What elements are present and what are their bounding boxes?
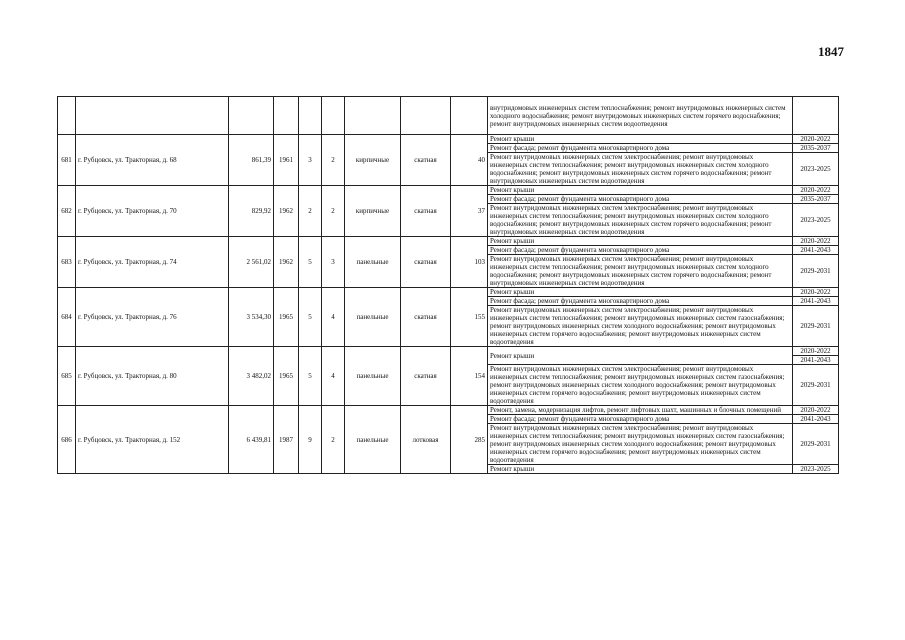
work-description: Ремонт внутридомовых инженерных систем электроснабжения; ремонт внутридомовых инженерных систем теплоснабжения; ремонт внутридомовых инженерных систем газоснабжения; ремонт внутридомовых инженерных систем холодного водоснабжения; ремонт внутридомовых инженерных систем горячего водоснабжения; ремонт внутридомовых инженерных систем водоотведения <box>488 306 793 347</box>
work-description: Ремонт крыши <box>488 347 793 365</box>
work-description: Ремонт фасада; ремонт фундамента многоквартирного дома <box>488 195 793 204</box>
total-area: 861,39 <box>229 135 274 186</box>
work-description: Ремонт, замена, модернизация лифтов, ремонт лифтовых шахт, машинных и блочных помещений <box>488 406 793 415</box>
work-description: Ремонт фасада; ремонт фундамента многоквартирного дома <box>488 246 793 255</box>
work-period: 2035-2037 <box>793 195 839 204</box>
house-address: г. Рубцовск, ул. Тракторная, д. 80 <box>76 347 229 406</box>
roof-type: скатная <box>401 347 451 406</box>
roof-type: скатная <box>401 237 451 288</box>
work-description: внутридомовых инженерных систем теплоснабжения; ремонт внутридомовых инженерных систем холодного водоснабжения; ремонт внутридомовых инженерных систем горячего водоснабжения; ремонт внутридомовых инженерных систем водоотведения <box>488 97 793 135</box>
page-number: 1847 <box>818 44 844 59</box>
repair-program-table <box>57 96 839 474</box>
floor-count: 9 <box>299 406 322 474</box>
resident-count: 40 <box>451 135 488 186</box>
table-row <box>58 135 839 144</box>
empty-cell <box>793 97 839 135</box>
table-row <box>58 288 839 297</box>
floor-count: 2 <box>299 186 322 237</box>
wall-material: кирпичные <box>345 135 401 186</box>
build-year: 1965 <box>274 347 299 406</box>
work-description: Ремонт внутридомовых инженерных систем электроснабжения; ремонт внутридомовых инженерных систем теплоснабжения; ремонт внутридомовых инженерных систем холодного водоснабжения; ремонт внутридомовых инженерных систем горячего водоснабжения; ремонт внутридомовых инженерных систем водоотведения <box>488 153 793 186</box>
work-period: 2029-2031 <box>793 306 839 347</box>
resident-count: 285 <box>451 406 488 474</box>
row-number: 682 <box>58 186 76 237</box>
row-number: 684 <box>58 288 76 347</box>
work-description: Ремонт крыши <box>488 288 793 297</box>
build-year: 1962 <box>274 186 299 237</box>
total-area: 6 439,81 <box>229 406 274 474</box>
empty-cell <box>345 97 401 135</box>
wall-material: панельные <box>345 347 401 406</box>
build-year: 1962 <box>274 237 299 288</box>
empty-cell <box>322 97 345 135</box>
work-period: 2020-2022 2041-2043 <box>793 347 839 365</box>
continuation-row <box>58 97 839 135</box>
row-number: 683 <box>58 237 76 288</box>
work-period: 2020-2022 <box>793 135 839 144</box>
empty-cell <box>229 97 274 135</box>
work-description: Ремонт фасада; ремонт фундамента многоквартирного дома <box>488 415 793 424</box>
house-address: г. Рубцовск, ул. Тракторная, д. 68 <box>76 135 229 186</box>
floor-count: 5 <box>299 347 322 406</box>
work-period: 2020-2022 <box>793 406 839 415</box>
house-address: г. Рубцовск, ул. Тракторная, д. 74 <box>76 237 229 288</box>
row-number: 681 <box>58 135 76 186</box>
empty-cell <box>299 97 322 135</box>
resident-count: 154 <box>451 347 488 406</box>
empty-cell <box>451 97 488 135</box>
work-period: 2023-2025 <box>793 153 839 186</box>
empty-cell <box>76 97 229 135</box>
house-address: г. Рубцовск, ул. Тракторная, д. 70 <box>76 186 229 237</box>
work-description: Ремонт внутридомовых инженерных систем электроснабжения; ремонт внутридомовых инженерных систем теплоснабжения; ремонт внутридомовых инженерных систем газоснабжения; ремонт внутридомовых инженерных систем холодного водоснабжения; ремонт внутридомовых инженерных систем горячего водоснабжения; ремонт внутридомовых инженерных систем водоотведения <box>488 424 793 465</box>
total-area: 3 534,30 <box>229 288 274 347</box>
build-year: 1965 <box>274 288 299 347</box>
build-year: 1961 <box>274 135 299 186</box>
work-period: 2029-2031 <box>793 424 839 465</box>
work-period: 2035-2037 <box>793 144 839 153</box>
entrance-count: 4 <box>322 347 345 406</box>
total-area: 3 482,02 <box>229 347 274 406</box>
table-row <box>58 347 839 365</box>
work-description: Ремонт внутридомовых инженерных систем электроснабжения; ремонт внутридомовых инженерных систем теплоснабжения; ремонт внутридомовых инженерных систем холодного водоснабжения; ремонт внутридомовых инженерных систем горячего водоснабжения; ремонт внутридомовых инженерных систем водоотведения <box>488 204 793 237</box>
work-description: Ремонт фасада; ремонт фундамента многоквартирного дома <box>488 144 793 153</box>
table-row <box>58 237 839 246</box>
work-period: 2041-2043 <box>793 297 839 306</box>
table-row <box>58 186 839 195</box>
wall-material: кирпичные <box>345 186 401 237</box>
table-row <box>58 406 839 415</box>
work-period: 2023-2025 <box>793 204 839 237</box>
work-description: Ремонт крыши <box>488 465 793 474</box>
entrance-count: 3 <box>322 237 345 288</box>
work-period: 2020-2022 <box>793 237 839 246</box>
work-period-extra: 2041-2043 <box>793 355 838 364</box>
work-description: Ремонт крыши <box>488 237 793 246</box>
work-period: 2023-2025 <box>793 465 839 474</box>
resident-count: 155 <box>451 288 488 347</box>
work-description: Ремонт крыши <box>488 186 793 195</box>
work-period: 2029-2031 <box>793 255 839 288</box>
total-area: 2 561,02 <box>229 237 274 288</box>
empty-cell <box>274 97 299 135</box>
row-number: 685 <box>58 347 76 406</box>
wall-material: панельные <box>345 237 401 288</box>
entrance-count: 2 <box>322 186 345 237</box>
work-description: Ремонт фасада; ремонт фундамента многоквартирного дома <box>488 297 793 306</box>
work-description: Ремонт внутридомовых инженерных систем электроснабжения; ремонт внутридомовых инженерных систем теплоснабжения; ремонт внутридомовых инженерных систем холодного водоснабжения; ремонт внутридомовых инженерных систем горячего водоснабжения; ремонт внутридомовых инженерных систем водоотведения <box>488 255 793 288</box>
house-address: г. Рубцовск, ул. Тракторная, д. 76 <box>76 288 229 347</box>
row-number: 686 <box>58 406 76 474</box>
roof-type: скатная <box>401 186 451 237</box>
house-address: г. Рубцовск, ул. Тракторная, д. 152 <box>76 406 229 474</box>
total-area: 829,92 <box>229 186 274 237</box>
entrance-count: 4 <box>322 288 345 347</box>
work-period: 2020-2022 <box>793 288 839 297</box>
work-description: Ремонт внутридомовых инженерных систем электроснабжения; ремонт внутридомовых инженерных систем теплоснабжения; ремонт внутридомовых инженерных систем газоснабжения; ремонт внутридомовых инженерных систем холодного водоснабжения; ремонт внутридомовых инженерных систем горячего водоснабжения; ремонт внутридомовых инженерных систем водоотведения <box>488 365 793 406</box>
resident-count: 37 <box>451 186 488 237</box>
entrance-count: 2 <box>322 135 345 186</box>
entrance-count: 2 <box>322 406 345 474</box>
build-year: 1987 <box>274 406 299 474</box>
work-period: 2041-2043 <box>793 246 839 255</box>
empty-cell <box>401 97 451 135</box>
work-period: 2029-2031 <box>793 365 839 406</box>
roof-type: скатная <box>401 288 451 347</box>
work-description: Ремонт крыши <box>488 135 793 144</box>
wall-material: панельные <box>345 406 401 474</box>
floor-count: 3 <box>299 135 322 186</box>
wall-material: панельные <box>345 288 401 347</box>
work-period: 2020-2022 <box>793 186 839 195</box>
roof-type: лотковая <box>401 406 451 474</box>
work-period: 2041-2043 <box>793 415 839 424</box>
roof-type: скатная <box>401 135 451 186</box>
floor-count: 5 <box>299 288 322 347</box>
resident-count: 103 <box>451 237 488 288</box>
floor-count: 5 <box>299 237 322 288</box>
empty-cell <box>58 97 76 135</box>
